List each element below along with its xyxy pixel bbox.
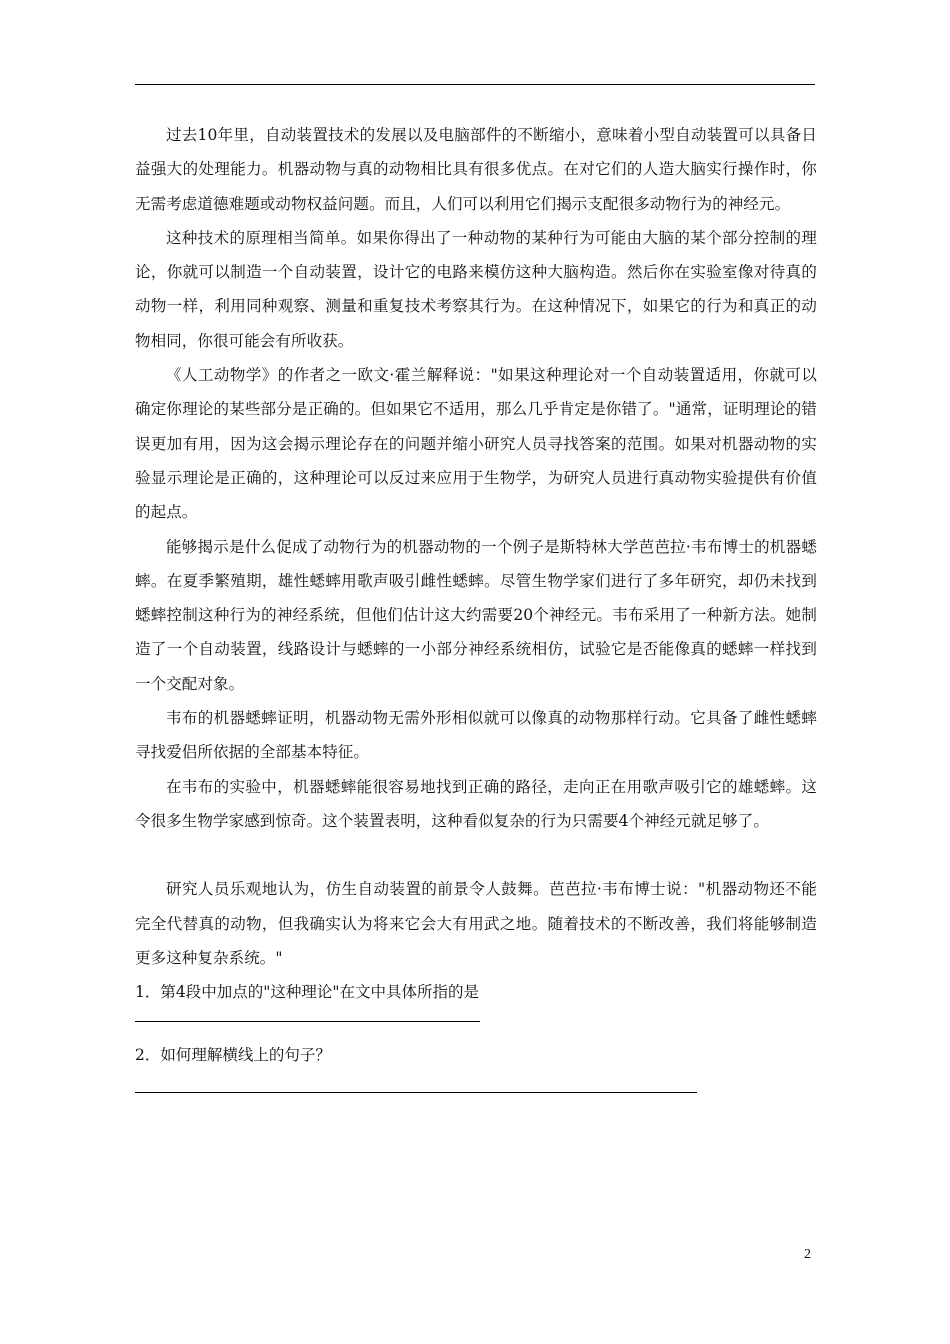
paragraph-6: 在韦布的实验中，机器蟋蟀能很容易地找到正确的路径，走向正在用歌声吸引它的雄蟋蟀。这令很多生物学家感到惊奇。这个装置表明，这种看似复杂的行为只需要4个神经元就足够了。 xyxy=(135,777,817,830)
question-2: 2．如何理解横线上的句子？ xyxy=(135,1046,331,1065)
paragraph-3: 《人工动物学》的作者之一欧文·霍兰解释说："如果这种理论对一个自动装置适用，你就可以确定你理论的某些部分是正确的。但如果它不适用，那么几乎肯定是你错了。"通常，证明理论的错误更加有用，因为这会揭示理论存在的问题并缩小研究人员寻找答案的范围。如果对机器动物的实验显示理论是正确的，这种理论可以反过来应用于生物学，为研究人员进行真动物实验提供有价值的起点。 xyxy=(135,366,817,522)
paragraph-2: 这种技术的原理相当简单。如果你得出了一种动物的某种行为可能由大脑的某个部分控制的理论，你就可以制造一个自动装置，设计它的电路来模仿这种大脑构造。然后你在实验室像对待真的动物一样，利用同种观察、测量和重复技术考察其行为。在这种情况下，如果它的行为和真正的动物相同，你很可能会有所收获。 xyxy=(135,228,817,350)
paragraph-7: 研究人员乐观地认为，仿生自动装置的前景令人鼓舞。芭芭拉·韦布博士说："机器动物还不能完全代替真的动物，但我确实认为将来它会大有用武之地。随着技术的不断改善，我们将能够制造更多这种复杂系统。" xyxy=(135,880,817,967)
page-number: 2 xyxy=(804,1247,811,1262)
answer-line-2[interactable] xyxy=(135,1092,697,1093)
paragraph-spacer xyxy=(135,838,817,872)
article-body xyxy=(135,118,817,1093)
header-rule xyxy=(135,84,815,85)
paragraph-4: 能够揭示是什么促成了动物行为的机器动物的一个例子是斯特林大学芭芭拉·韦布博士的机器蟋蟀。在夏季繁殖期，雄性蟋蟀用歌声吸引雌性蟋蟀。尽管生物学家们进行了多年研究，却仍未找到蟋蟀控制这种行为的神经系统，但他们估计这大约需要20个神经元。韦布采用了一种新方法。她制造了一个自动装置，线路设计与蟋蟀的一小部分神经系统相仿，试验它是否能像真的蟋蟀一样找到一个交配对象。 xyxy=(135,537,817,693)
paragraph-5: 韦布的机器蟋蟀证明，机器动物无需外形相似就可以像真的动物那样行动。它具备了雌性蟋蟀寻找爱侣所依据的全部基本特征。 xyxy=(135,709,817,762)
paragraph-1: 过去10年里，自动装置技术的发展以及电脑部件的不断缩小，意味着小型自动装置可以具备日益强大的处理能力。机器动物与真的动物相比具有很多优点。在对它们的人造大脑实行操作时，你无需考虑道德难题或动物权益问题。而且，人们可以利用它们揭示支配很多动物行为的神经元。 xyxy=(135,126,817,213)
question-1: 1．第4段中加点的"这种理论"在文中具体所指的是 xyxy=(135,983,479,1002)
answer-line-1[interactable] xyxy=(135,1021,480,1022)
